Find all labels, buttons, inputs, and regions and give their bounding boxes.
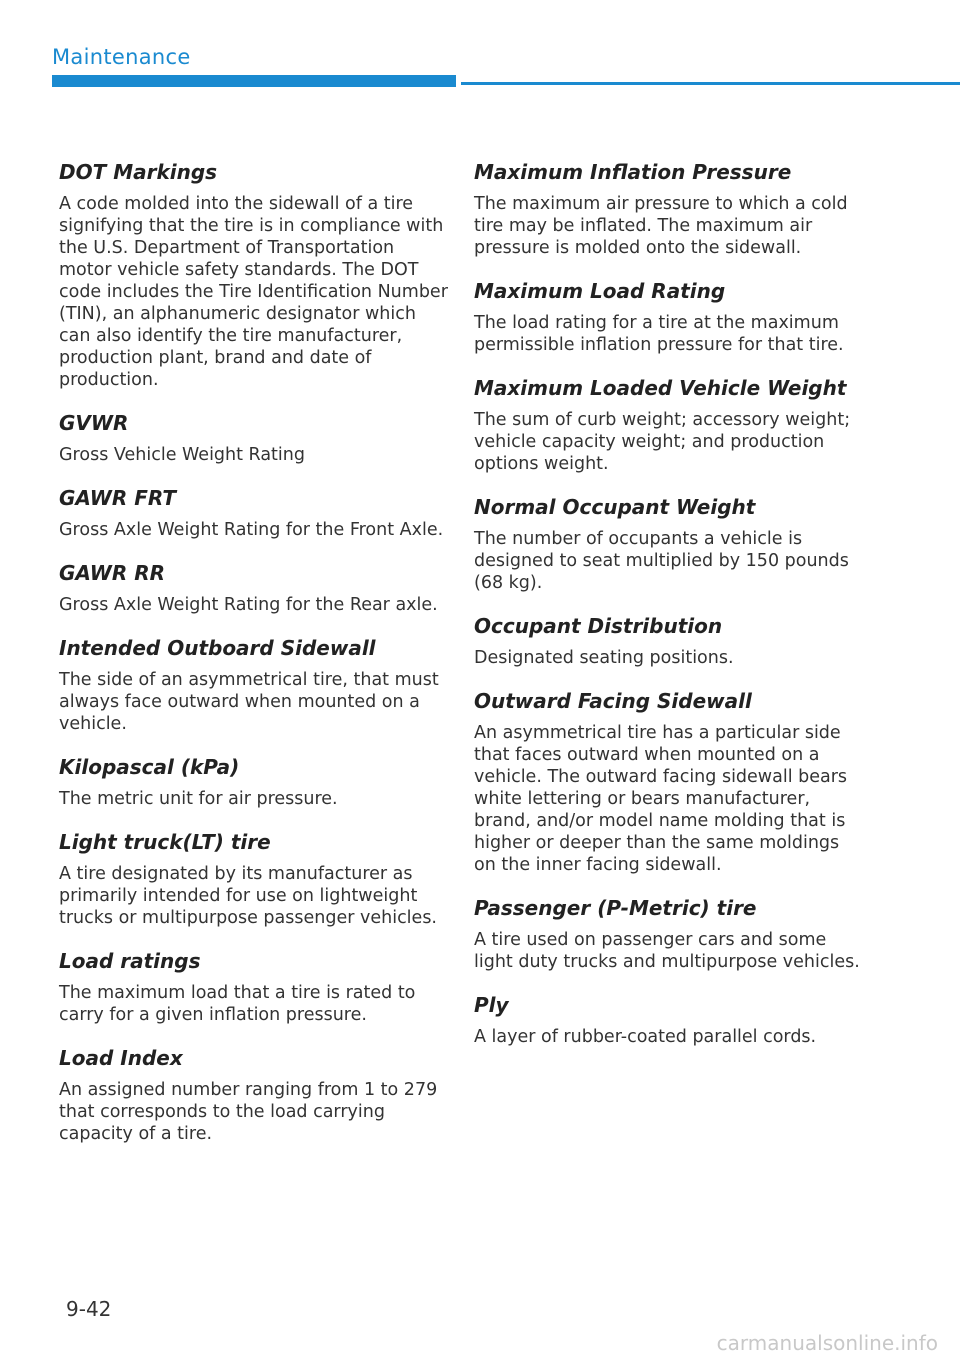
header-rule (461, 82, 960, 85)
glossary-definition: The number of occupants a vehicle is designed to seat multiplied by 150 pounds (68 kg). (474, 529, 849, 593)
glossary-term: GVWR (59, 411, 129, 435)
glossary-term: DOT Markings (59, 160, 218, 184)
glossary-entry (59, 634, 449, 735)
right-column (474, 158, 864, 1066)
glossary-definition: Gross Vehicle Weight Rating (59, 445, 305, 465)
glossary-term: Passenger (P-Metric) tire (474, 896, 757, 920)
glossary-term: Kilopascal (kPa) (59, 755, 240, 779)
glossary-entry (59, 158, 449, 391)
glossary-entry (59, 947, 449, 1026)
glossary-term: Load Index (59, 1046, 183, 1070)
glossary-entry (59, 753, 449, 810)
glossary-entry (59, 1044, 449, 1145)
section-title: Maintenance (52, 45, 191, 69)
glossary-term: Normal Occupant Weight (474, 495, 756, 519)
glossary-definition: Designated seating positions. (474, 648, 734, 668)
glossary-definition: Gross Axle Weight Rating for the Rear axle. (59, 595, 438, 615)
page-number: 9-42 (66, 1297, 112, 1321)
glossary-entry (59, 559, 449, 616)
glossary-definition: A layer of rubber-coated parallel cords. (474, 1027, 817, 1047)
watermark: carmanualsonline.info (716, 1331, 938, 1355)
glossary-definition: An assigned number ranging from 1 to 279 that corresponds to the load carrying capacity of a tire. (59, 1080, 438, 1144)
glossary-term: Maximum Load Rating (474, 279, 726, 303)
left-column (59, 158, 449, 1163)
glossary-entry (59, 409, 449, 466)
glossary-term: Ply (474, 993, 509, 1017)
glossary-definition: A code molded into the sidewall of a tire signifying that the tire is in compliance with the U.S. Department of Transportation motor vehicle safety standards. The DOT code includes the Tire Identification Number (TIN), an alphanumeric designator which can also identify the tire manufacturer, production plant, brand and date of production. (59, 194, 448, 390)
glossary-definition: The maximum load that a tire is rated to carry for a given inflation pressure. (59, 983, 416, 1025)
glossary-definition: Gross Axle Weight Rating for the Front Axle. (59, 520, 444, 540)
glossary-entry (474, 991, 864, 1048)
glossary-definition: The load rating for a tire at the maximum permissible inflation pressure for that tire. (474, 313, 844, 355)
glossary-definition: An asymmetrical tire has a particular side that faces outward when mounted on a vehicle. The outward facing sidewall bears white lettering or bears manufacturer, brand, and/or model name molding that is higher or deeper than the same moldings on the inner facing sidewall. (474, 723, 848, 875)
glossary-entry (474, 374, 864, 475)
glossary-entry (59, 828, 449, 929)
glossary-entry (474, 894, 864, 973)
glossary-term: Light truck(LT) tire (59, 830, 271, 854)
glossary-entry (474, 687, 864, 876)
glossary-definition: A tire designated by its manufacturer as primarily intended for use on lightweight trucks or multipurpose passenger vehicles. (59, 864, 437, 928)
glossary-definition: The metric unit for air pressure. (59, 789, 338, 809)
glossary-entry (474, 493, 864, 594)
glossary-term: Occupant Distribution (474, 614, 723, 638)
glossary-definition: A tire used on passenger cars and some light duty trucks and multipurpose vehicles. (474, 930, 860, 972)
glossary-term: Intended Outboard Sidewall (59, 636, 376, 660)
glossary-entry (59, 484, 449, 541)
glossary-term: Load ratings (59, 949, 201, 973)
glossary-entry (474, 277, 864, 356)
glossary-definition: The sum of curb weight; accessory weight; vehicle capacity weight; and production options weight. (474, 410, 851, 474)
header-accent-bar (52, 75, 456, 87)
glossary-term: Maximum Inflation Pressure (474, 160, 792, 184)
glossary-entry (474, 158, 864, 259)
glossary-term: GAWR FRT (59, 486, 177, 510)
glossary-entry (474, 612, 864, 669)
glossary-term: Maximum Loaded Vehicle Weight (474, 376, 847, 400)
glossary-term: GAWR RR (59, 561, 166, 585)
glossary-definition: The maximum air pressure to which a cold tire may be inflated. The maximum air pressure is molded onto the sidewall. (474, 194, 848, 258)
glossary-definition: The side of an asymmetrical tire, that must always face outward when mounted on a vehicle. (59, 670, 439, 734)
glossary-term: Outward Facing Sidewall (474, 689, 752, 713)
